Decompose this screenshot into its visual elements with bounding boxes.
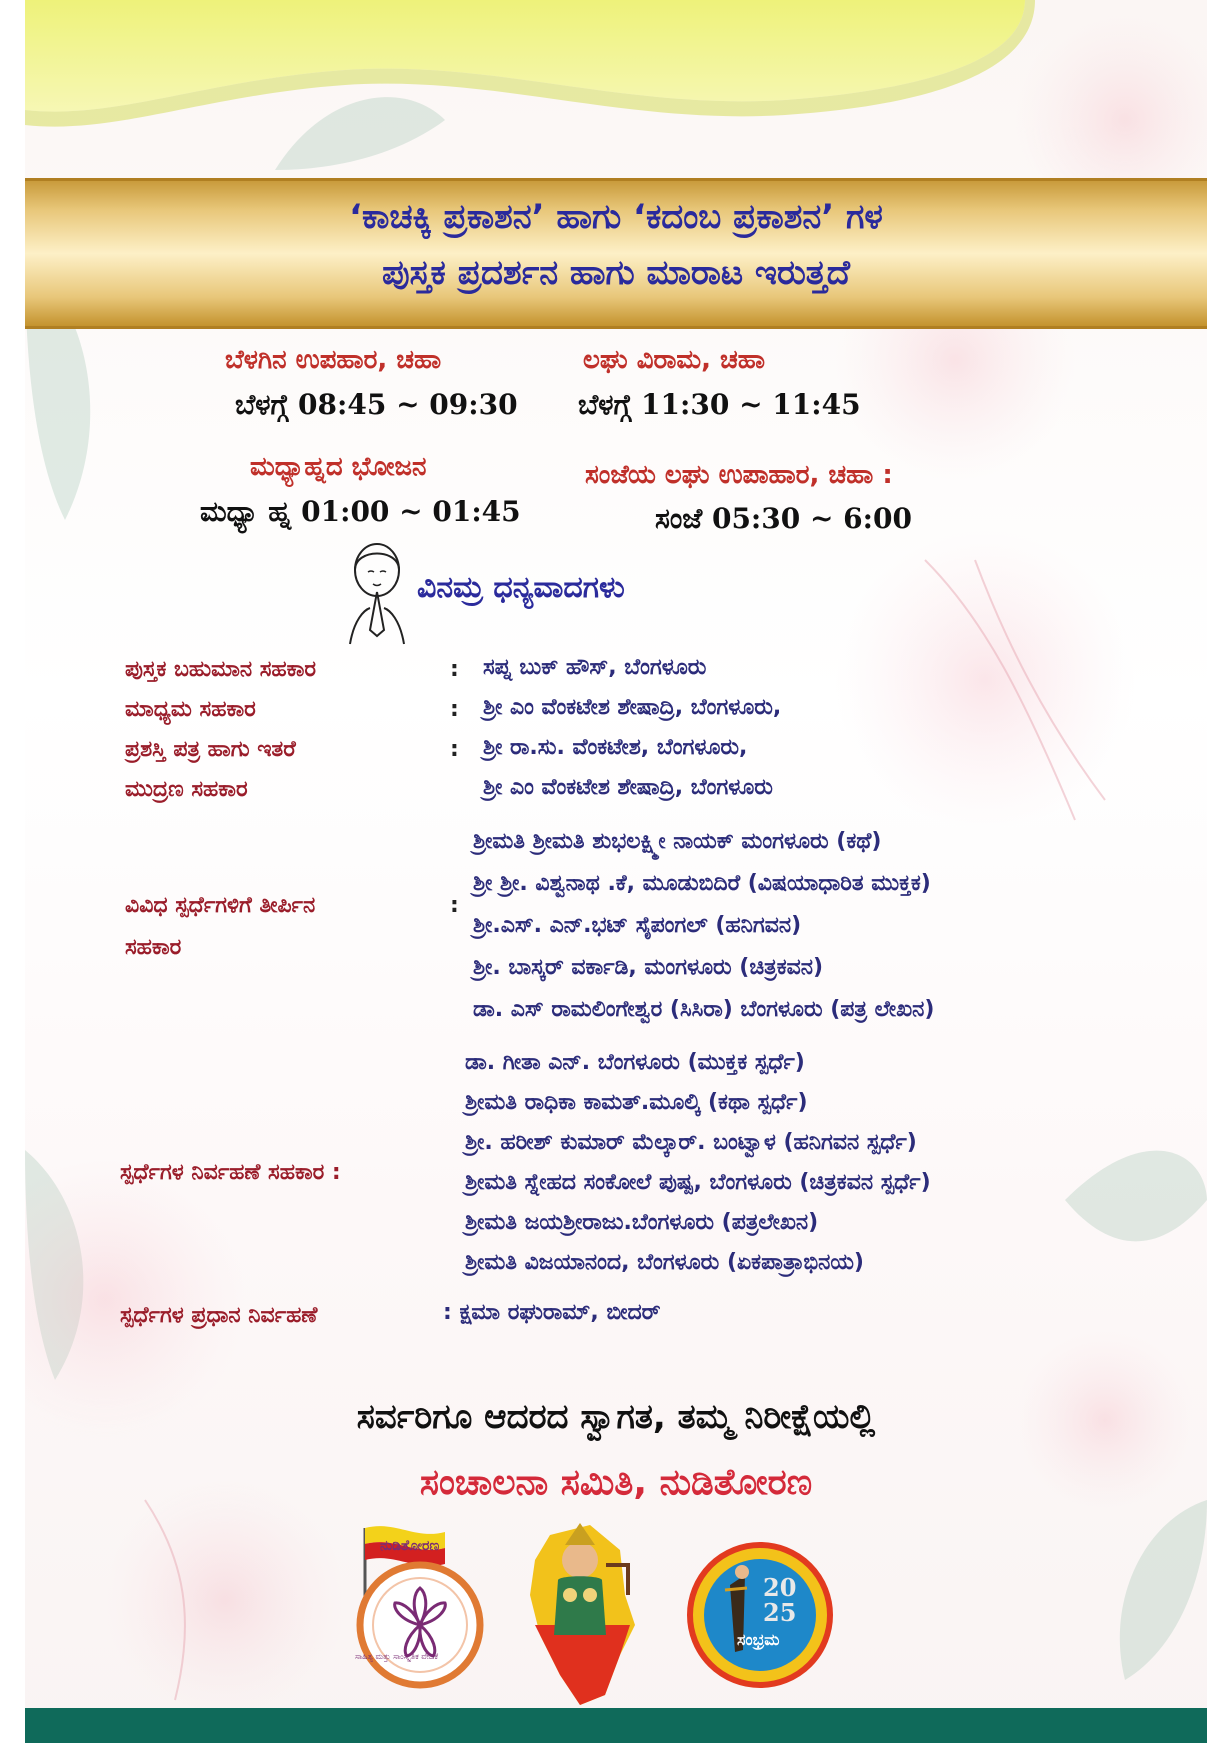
organizer-entry: ಶ್ರೀಮತಿ ವಿಜಯಾನಂದ, ಬೆಂಗಳೂರು (ಏಕಪಾತ್ರಾಭಿನಯ): [465, 1250, 864, 1275]
organizer-entry: ಶ್ರೀಮತಿ ಜಯಶ್ರೀರಾಜು.ಬೆಂಗಳೂರು (ಪತ್ರಲೇಖನ): [465, 1210, 819, 1235]
organizing-committee: ಸಂಚಾಲನಾ ಸಮಿತಿ, ನುಡಿತೋರಣ: [419, 1462, 813, 1503]
organizer-entry: ಶ್ರೀಮತಿ ಸ್ನೇಹದ ಸಂಕೋಲೆ ಪುಷ್ಪ, ಬೆಂಗಳೂರು (ಚಿತ್ರಕವನ ಸ್ಪರ್ಧೆ): [465, 1170, 931, 1195]
organizer-entry: ಡಾ. ಗೀತಾ ಎನ್. ಬೆಂಗಳೂರು (ಮುಕ್ತಕ ಸ್ಪರ್ಧೆ): [465, 1050, 805, 1075]
short-break-label: ಲಘು ವಿರಾಮ, ಚಹಾ: [583, 345, 766, 375]
sambhrama-2025-logo: [685, 1540, 835, 1690]
judges-label-line-2: ಸಹಕಾರ: [125, 935, 182, 960]
banner-line-1: ‘ಕಾಚಕ್ಕಿ ಪ್ರಕಾಶನ’ ಹಾಗು ‘ಕದಂಬ ಪ್ರಕಾಶನ’ ಗಳ: [349, 197, 883, 237]
judge-entry: ಶ್ರೀ.ಎಸ್. ಎನ್.ಭಟ್ ಸೈಪಂಗಲ್ (ಹನಿಗವನ): [473, 913, 802, 938]
chief-organizer-label: ಸ್ಪರ್ಧೆಗಳ ಪ್ರಧಾನ ನಿರ್ವಹಣೆ: [120, 1303, 318, 1328]
banner-line-2: ಪುಸ್ತಕ ಪ್ರದರ್ಶನ ಹಾಗು ಮಾರಾಟ ಇರುತ್ತದೆ: [381, 253, 851, 293]
judge-entry: ಶ್ರೀಮತಿ ಶ್ರೀಮತಿ ಶುಭಲಕ್ಷ್ಮೀ ನಾಯಕ್ ಮಂಗಳೂರು (ಕಥೆ): [473, 829, 882, 854]
footer-bar: [25, 1708, 1207, 1743]
colon: :: [450, 893, 459, 918]
breakfast-label: ಬೆಳಗಿನ ಉಪಹಾರ, ಚಹಾ: [225, 345, 442, 375]
print-label-line-1: ಪ್ರಶಸ್ತಿ ಪತ್ರ ಹಾಗು ಇತರೆ: [125, 737, 296, 762]
invitation-page: [25, 0, 1207, 1743]
thanks-heading: ವಿನಮ್ರ ಧನ್ಯವಾದಗಳು: [417, 570, 625, 605]
lunch-time: ಮಧ್ಯಾ ಹ್ನ 01:00 ~ 01:45: [200, 495, 521, 528]
print-value: ಶ್ರೀ ಎಂ ವೆಂಕಟೇಶ ಶೇಷಾದ್ರಿ, ಬೆಂಗಳೂರು: [483, 775, 773, 800]
print-label-line-2: ಮುದ್ರಣ ಸಹಕಾರ: [125, 777, 248, 802]
print-value: ಶ್ರೀ ರಾ.ಸು. ವೆಂಕಟೇಶ, ಬೆಂಗಳೂರು,: [483, 735, 748, 760]
organizer-entry: ಶ್ರೀಮತಿ ರಾಧಿಕಾ ಕಾಮತ್.ಮೂಲ್ಕಿ (ಕಥಾ ಸ್ಪರ್ಧೆ): [465, 1090, 808, 1115]
media-value: ಶ್ರೀ ಎಂ ವೆಂಕಟೇಶ ಶೇಷಾದ್ರಿ, ಬೆಂಗಳೂರು,: [483, 695, 782, 720]
logo-ring-subtext: ಸಾಹಿತ್ಯ ಮತ್ತು ಸಾಂಸ್ಕೃತಿಕ ವೇದಿಕೆ: [355, 1652, 439, 1661]
colon: :: [450, 737, 459, 762]
judges-label-line-1: ವಿವಿಧ ಸ್ಪರ್ಧೆಗಳಿಗೆ ತೀರ್ಪಿನ: [125, 893, 316, 918]
lunch-label: ಮಧ್ಯಾಹ್ನದ ಭೋಜನ: [250, 452, 427, 482]
colon: :: [450, 697, 459, 722]
book-prize-label: ಪುಸ್ತಕ ಬಹುಮಾನ ಸಹಕಾರ: [125, 657, 316, 682]
judge-entry: ಶ್ರೀ ಶ್ರೀ. ವಿಶ್ವನಾಥ .ಕೆ, ಮೂಡುಬಿದಿರೆ (ವಿಷಯಾಧಾರಿತ ಮುಕ್ತಕ): [473, 871, 931, 896]
evening-time: ಸಂಜೆ 05:30 ~ 6:00: [655, 502, 912, 535]
evening-label: ಸಂಜೆಯ ಲಘು ಉಪಾಹಾರ, ಚಹಾ :: [585, 460, 893, 490]
short-break-time: ಬೆಳಗ್ಗೆ 11:30 ~ 11:45: [578, 388, 861, 421]
logo-year-top: 20: [763, 1573, 797, 1602]
breakfast-time: ಬೆಳಗ್ಗೆ 08:45 ~ 09:30: [235, 388, 518, 421]
organizer-entry: ಶ್ರೀ. ಹರೀಶ್ ಕುಮಾರ್ ಮೆಲ್ಕಾರ್. ಬಂಟ್ವಾಳ (ಹನಿಗವನ ಸ್ಪರ್ಧೆ): [465, 1130, 917, 1155]
logo-year-bottom: 25: [763, 1598, 797, 1627]
judge-entry: ಶ್ರೀ. ಬಾಸ್ಕರ್ ವರ್ಕಾಡಿ, ಮಂಗಳೂರು (ಚಿತ್ರಕವನ): [473, 955, 824, 980]
logo-ring-text: ನುಡಿತೋರಣ: [380, 1538, 440, 1554]
book-exhibition-banner: [25, 178, 1207, 329]
organizers-label: ಸ್ಪರ್ಧೆಗಳ ನಿರ್ವಹಣೆ ಸಹಕಾರ :: [120, 1160, 341, 1185]
karnataka-map-goddess-logo: [510, 1505, 650, 1710]
book-prize-value: ಸಪ್ನ ಬುಕ್ ಹೌಸ್, ಬೆಂಗಳೂರು: [483, 655, 707, 680]
colon: :: [450, 657, 459, 682]
welcome-message: ಸರ್ವರಿಗೂ ಆದರದ ಸ್ವಾಗತ, ತಮ್ಮ ನಿರೀಕ್ಷೆಯಲ್ಲಿ: [356, 1397, 876, 1437]
chief-organizer-value: : ಕ್ಷಮಾ ರಘುರಾಮ್, ಬೀದರ್: [443, 1300, 661, 1325]
media-label: ಮಾಧ್ಯಮ ಸಹಕಾರ: [125, 697, 256, 722]
judge-entry: ಡಾ. ಎಸ್ ರಾಮಲಿಂಗೇಶ್ವರ (ಸಿಸಿರಾ) ಬೆಂಗಳೂರು (ಪತ್ರ ಲೇಖನ): [473, 997, 935, 1022]
namaste-icon: [340, 540, 415, 645]
logo-sambhrama-text: ಸಂಭ್ರಮ: [737, 1630, 780, 1649]
